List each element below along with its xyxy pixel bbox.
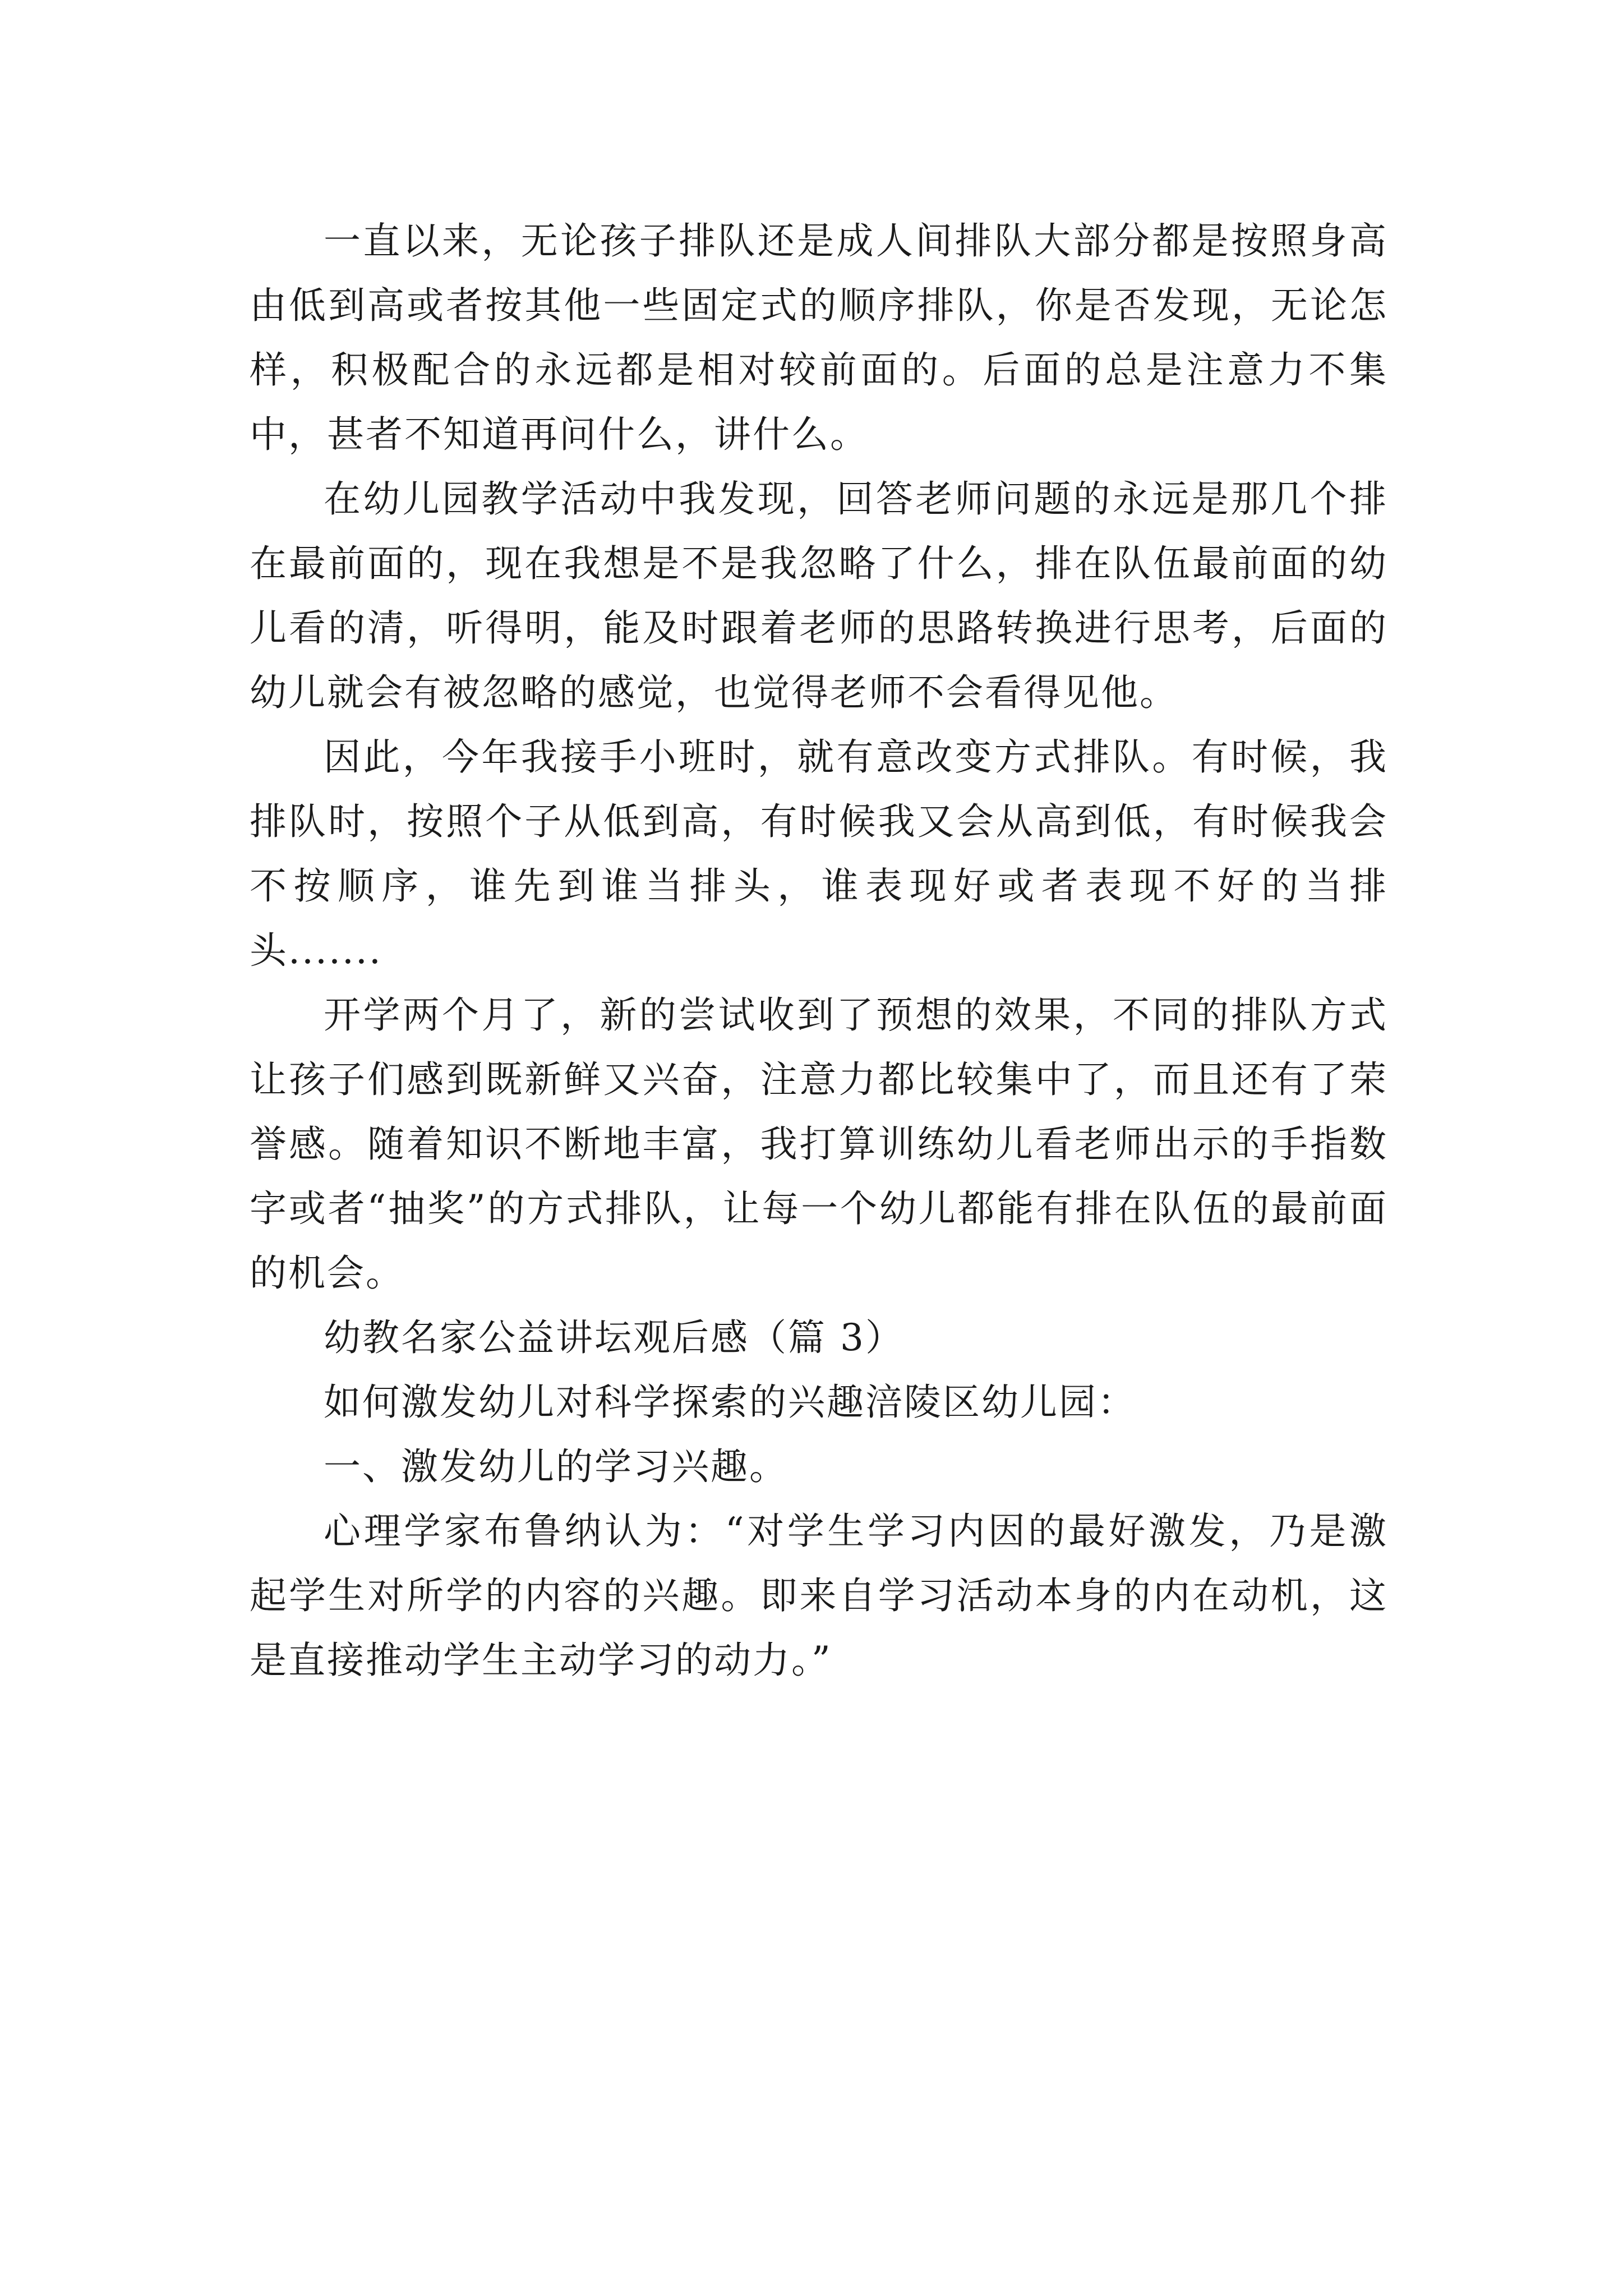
section-subtitle: 如何激发幼儿对科学探索的兴趣涪陵区幼儿园： [324,1381,1136,1424]
paragraph-results: 开学两个月了，新的尝试收到了预想的效果，不同的排队方式让孩子们感到既新鲜又兴奋，注意力都比较集中了，而且还有了荣誉感。随着知识不断地丰富，我打算训练幼儿看老师出示的手指数字或者“抽奖”的方式排队，让每一个幼儿都能有排在队伍的最前面的机会。 [250,993,1388,1295]
list-heading: 一、激发幼儿的学习兴趣。 [324,1445,788,1488]
paragraph-teaching-observation: 在幼儿园教学活动中我发现，回答老师问题的永远是那几个排在最前面的，现在我想是不是我忽略了什么，排在队伍最前面的幼儿看的清，听得明，能及时跟着老师的思路转换进行思考，后面的幼儿就会有被忽略的感觉，也觉得老师不会看得见他。 [250,477,1388,714]
paragraph-bruner-quote: 心理学家布鲁纳认为：“对学生学习内因的最好激发，乃是激起学生对所学的内容的兴趣。即来自学习活动本身的内在动机，这是直接推动学生主动学习的动力。” [250,1510,1388,1682]
paragraph-queue-order: 一直以来，无论孩子排队还是成人间排队大部分都是按照身高由低到高或者按其他一些固定式的顺序排队，你是否发现，无论怎样，积极配合的永远都是相对较前面的。后面的总是注意力不集中，甚者不知道再问什么，讲什么。 [250,219,1388,456]
paragraph-changing-queue: 因此，今年我接手小班时，就有意改变方式排队。有时候，我排队时，按照个子从低到高，有时候我又会从高到低，有时候我会不按顺序，谁先到谁当排头，谁表现好或者表现不好的当排头....... [250,735,1388,972]
document-body [250,209,1388,1692]
section-heading: 幼教名家公益讲坛观后感（篇 3） [324,1316,904,1359]
